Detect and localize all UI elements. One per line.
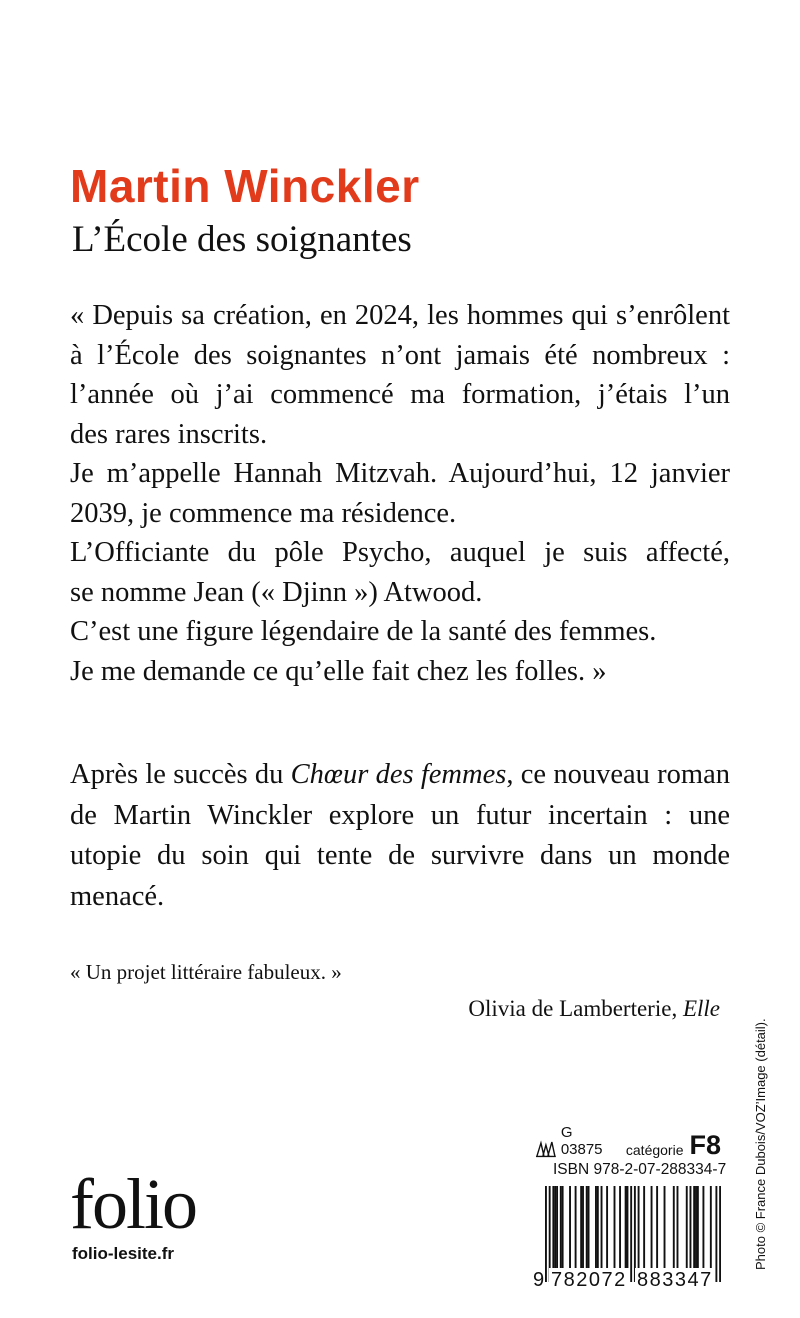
blurb-intro: Après le succès du (70, 759, 291, 790)
barcode-bar (588, 1186, 590, 1270)
barcode-bar (630, 1186, 632, 1282)
category-code: F8 (689, 1130, 721, 1160)
books-icon (535, 1140, 557, 1158)
series-code-row (535, 1126, 721, 1158)
blurb-line: utopie du soin qui tente de survivre dans un monde (70, 840, 730, 871)
barcode-bar (562, 1186, 564, 1270)
barcode-bar (575, 1186, 577, 1270)
barcode-bar (606, 1186, 608, 1270)
excerpt-line: se nomme Jean (« Djinn ») Atwood. (70, 576, 483, 608)
previous-book-title: Chœur des femmes (290, 759, 507, 790)
barcode-bar (569, 1186, 571, 1270)
barcode-bar (664, 1186, 666, 1270)
barcode-bar (597, 1186, 599, 1270)
barcode-bar (580, 1186, 582, 1270)
excerpt-line: des rares inscrits. (70, 418, 268, 450)
category-label: catégorie (625, 1142, 684, 1158)
barcode-bar (554, 1186, 556, 1270)
barcode-bar (710, 1186, 712, 1270)
barcode-bar (586, 1186, 588, 1270)
barcode-bar (686, 1186, 688, 1270)
barcode-bar (651, 1186, 653, 1270)
blurb-line: menacé. (70, 880, 165, 912)
excerpt-line: L’Officiante du pôle Psycho, auquel je suis affecté, (70, 537, 730, 568)
isbn-number: ISBN 978-2-07-288334-7 (553, 1161, 727, 1178)
barcode-bar (595, 1186, 597, 1270)
summary-blurb (70, 755, 730, 917)
barcode-bar (627, 1186, 629, 1270)
book-title: L’École des soignantes (72, 219, 412, 260)
excerpt-line: « Depuis sa création, en 2024, les hommes qui s’enrôlent (70, 300, 730, 331)
review-quote: « Un projet littéraire fabuleux. » (70, 960, 342, 984)
excerpt-line: à l’École des soignantes n’ont jamais été nombreux : (70, 339, 730, 371)
barcode-bar (601, 1186, 603, 1270)
barcode-bar (697, 1186, 699, 1270)
barcode-bar (690, 1186, 692, 1270)
publisher-website: folio-lesite.fr (72, 1244, 175, 1263)
excerpt-line: l’année où j’ai commencé ma formation, j’étais l’un (70, 379, 730, 410)
excerpt-passage (70, 296, 730, 691)
barcode-bar (625, 1186, 627, 1270)
barcode-bar (702, 1186, 704, 1270)
barcode-bar (693, 1186, 695, 1270)
review-source (468, 994, 720, 1024)
barcode-bar (638, 1186, 640, 1270)
photo-credit: Photo © France Dubois/VOZ’Image (détail). (753, 1018, 768, 1270)
folio-logo: folio (70, 1164, 196, 1244)
barcode-bar (715, 1186, 717, 1282)
barcode-bar (677, 1186, 679, 1270)
barcode-bar (556, 1186, 558, 1270)
excerpt-line: Je m’appelle Hannah Mitzvah. Aujourd’hui, 12 janvier (70, 458, 730, 489)
excerpt-line: Je me demande ce qu’elle fait chez les folles. » (70, 655, 607, 687)
barcode-digits-right: 883347 (637, 1269, 713, 1291)
barcode-digit-first: 9 (533, 1269, 546, 1291)
barcode-bar (619, 1186, 621, 1270)
critic-name: Olivia de Lamberterie, (468, 996, 683, 1021)
barcode-bar (560, 1186, 562, 1270)
barcode-bar (552, 1186, 554, 1270)
barcode-bar (614, 1186, 616, 1270)
excerpt-line: C’est une figure légendaire de la santé des femmes. (70, 616, 657, 647)
barcode-bar (643, 1186, 645, 1270)
barcode-bar (582, 1186, 584, 1270)
excerpt-line: 2039, je commence ma résidence. (70, 497, 457, 529)
series-code: G 03875 (560, 1124, 603, 1158)
barcode-bar (695, 1186, 697, 1270)
author-name: Martin Winckler (70, 160, 420, 212)
blurb-line (70, 755, 730, 796)
publication-name: Elle (682, 996, 720, 1021)
blurb-line: de Martin Winckler explore un futur incertain : une (70, 799, 730, 831)
blurb-line1-rest: , ce nouveau roman (506, 759, 730, 790)
barcode (533, 1186, 723, 1298)
barcode-digits-left: 782072 (551, 1269, 627, 1291)
barcode-bar (719, 1186, 721, 1282)
barcode-bar (673, 1186, 675, 1270)
barcode-bar (656, 1186, 658, 1270)
